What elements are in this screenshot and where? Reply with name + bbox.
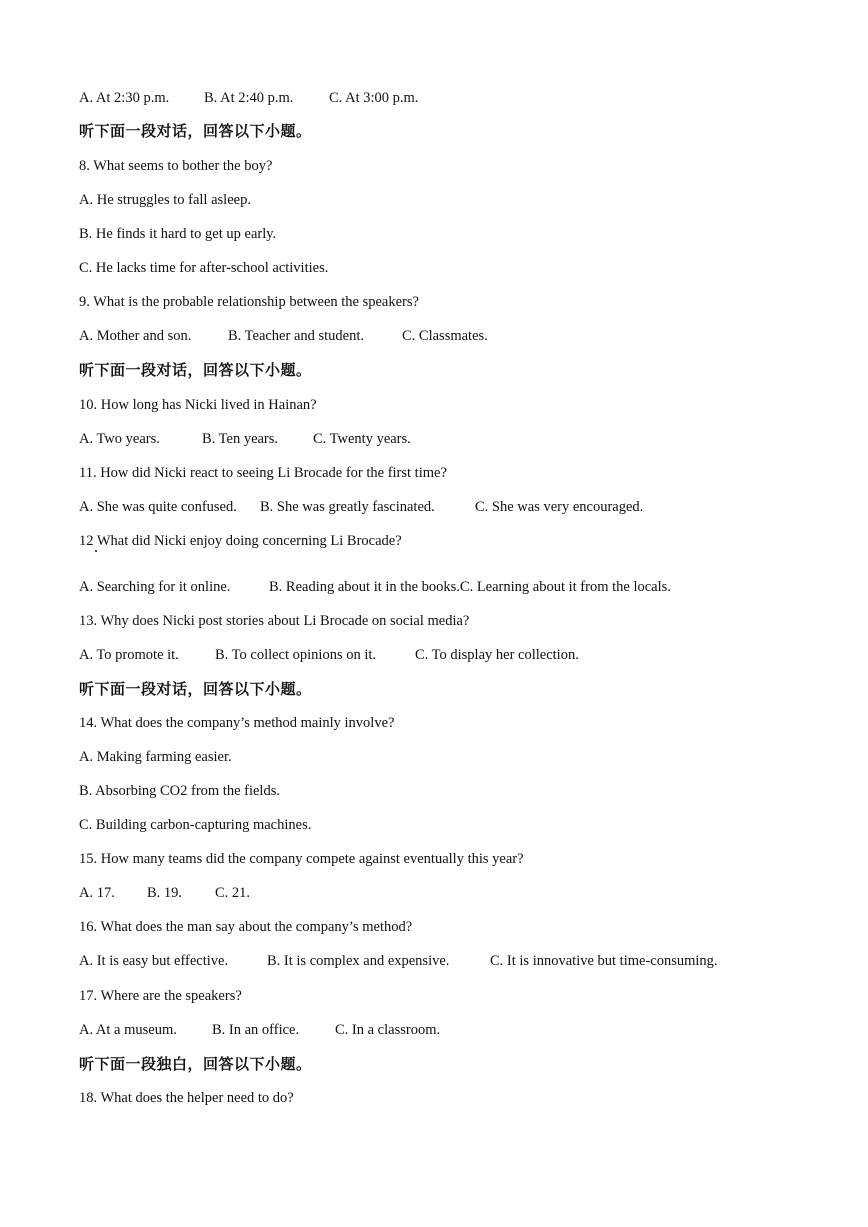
option-b: B. To collect opinions on it. xyxy=(215,647,377,663)
option-a: A. At 2:30 p.m. xyxy=(79,90,170,106)
option-a: A. At a museum. xyxy=(79,1022,177,1038)
section-heading: 听下面一段对话，回答以下小题。 xyxy=(79,361,312,379)
option-a: A. To promote it. xyxy=(79,647,179,663)
section-heading: 听下面一段对话，回答以下小题。 xyxy=(79,680,312,698)
option-c: C. In a classroom. xyxy=(335,1022,441,1038)
option-a: A. 17. xyxy=(79,885,115,901)
question-16: 16. What does the man say about the company’s method? xyxy=(79,919,413,935)
option-b: B. In an office. xyxy=(212,1022,300,1038)
option-c: C. Twenty years. xyxy=(313,431,411,447)
option-c: C. At 3:00 p.m. xyxy=(329,90,419,106)
q14-option-a: A. Making farming easier. xyxy=(79,749,232,765)
question-17: 17. Where are the speakers? xyxy=(79,988,242,1004)
q8-option-a: A. He struggles to fall asleep. xyxy=(79,192,251,208)
question-10: 10. How long has Nicki lived in Hainan? xyxy=(79,397,317,413)
section-heading: 听下面一段对话，回答以下小题。 xyxy=(79,122,312,140)
section-heading: 听下面一段独白，回答以下小题。 xyxy=(79,1055,312,1073)
option-b: B. Ten years. xyxy=(202,431,279,447)
q14-option-b: B. Absorbing CO2 from the fields. xyxy=(79,783,280,799)
option-c: C. 21. xyxy=(215,885,251,901)
question-9: 9. What is the probable relationship between the speakers? xyxy=(79,294,419,310)
q14-option-c: C. Building carbon-capturing machines. xyxy=(79,817,312,833)
option-c: C. Classmates. xyxy=(402,328,488,344)
question-15: 15. How many teams did the company compete against eventually this year? xyxy=(79,851,524,867)
option-a: A. Two years. xyxy=(79,431,160,447)
stray-dot xyxy=(95,550,97,552)
q8-option-b: B. He finds it hard to get up early. xyxy=(79,226,277,242)
option-c: C. She was very encouraged. xyxy=(475,499,644,515)
option-b: B. At 2:40 p.m. xyxy=(204,90,294,106)
question-8: 8. What seems to bother the boy? xyxy=(79,158,273,174)
q8-option-c: C. He lacks time for after-school activities. xyxy=(79,260,329,276)
question-13: 13. Why does Nicki post stories about Li Brocade on social media? xyxy=(79,613,470,629)
option-b: B. 19. xyxy=(147,885,183,901)
question-14: 14. What does the company’s method mainly involve? xyxy=(79,715,395,731)
option-a: A. She was quite confused. xyxy=(79,499,237,515)
question-18: 18. What does the helper need to do? xyxy=(79,1090,294,1106)
option-a: A. It is easy but effective. xyxy=(79,953,229,969)
option-b: B. She was greatly fascinated. xyxy=(260,499,435,515)
option-b-c: B. Reading about it in the books.C. Learning about it from the locals. xyxy=(269,579,671,595)
question-11: 11. How did Nicki react to seeing Li Brocade for the first time? xyxy=(79,465,447,481)
option-a: A. Searching for it online. xyxy=(79,579,231,595)
option-c: C. It is innovative but time-consuming. xyxy=(490,953,718,969)
option-a: A. Mother and son. xyxy=(79,328,192,344)
option-c: C. To display her collection. xyxy=(415,647,579,663)
option-b: B. It is complex and expensive. xyxy=(267,953,450,969)
option-b: B. Teacher and student. xyxy=(228,328,365,344)
question-12: 12 What did Nicki enjoy doing concerning Li Brocade? xyxy=(79,533,402,549)
